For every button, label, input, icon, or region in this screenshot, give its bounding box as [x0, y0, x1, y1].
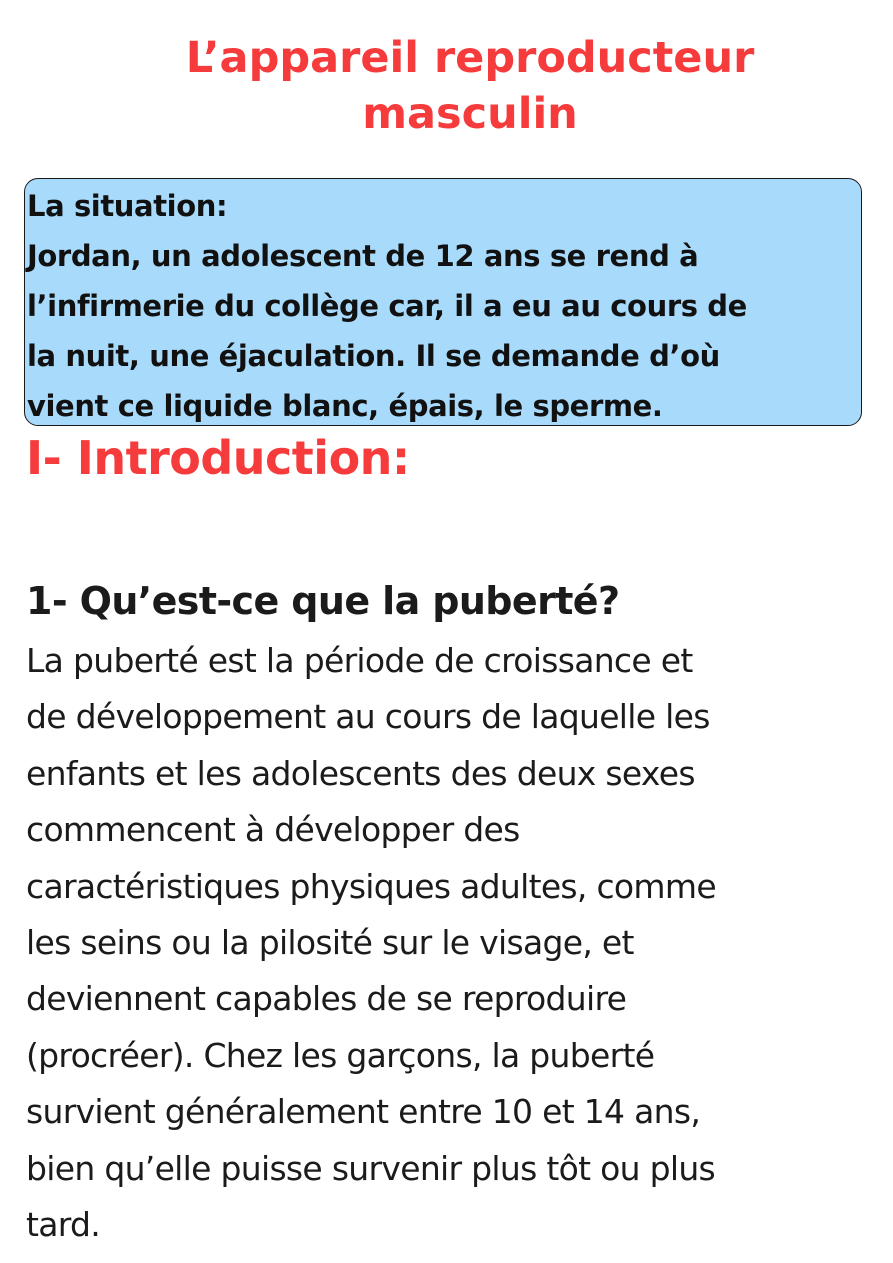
paragraph-line: les seins ou la pilosité sur le visage, et — [26, 923, 634, 963]
paragraph-line: deviennent capables de se reproduire — [26, 979, 627, 1019]
paragraph-line: bien qu’elle puisse survenir plus tôt ou plus — [26, 1148, 716, 1188]
paragraph-line: La puberté est la période de croissance et — [26, 641, 693, 680]
situation-text-line: vient ce liquide blanc, épais, le sperme. — [27, 389, 663, 423]
paragraph-line: caractéristiques physiques adultes, comme — [26, 866, 716, 906]
situation-text-line: l’infirmerie du collège car, il a eu au cours de — [27, 289, 747, 323]
section-heading-introduction: I- Introduction: — [26, 431, 410, 485]
situation-label: La situation: — [27, 189, 228, 223]
paragraph-line: de développement au cours de laquelle les — [26, 697, 710, 737]
paragraph-line: (procréer). Chez les garçons, la puberté — [26, 1035, 655, 1075]
situation-text-line: Jordan, un adolescent de 12 ans se rend à — [27, 239, 699, 273]
paragraph-line: tard. — [26, 1205, 101, 1245]
puberty-definition-paragraph — [26, 633, 886, 1253]
paragraph-line: commencent à développer des — [26, 810, 520, 850]
situation-text-line: la nuit, une éjaculation. Il se demande d’où — [27, 339, 720, 373]
paragraph-line: survient généralement entre 10 et 14 ans, — [26, 1092, 701, 1132]
page-title-line-1: L’appareil reproducteur — [185, 33, 755, 83]
page-title — [0, 30, 893, 142]
page-title-line-2: masculin — [362, 89, 578, 139]
subheading-puberty-question: 1- Qu’est-ce que la puberté? — [26, 579, 620, 623]
situation-box — [24, 178, 862, 426]
paragraph-line: enfants et les adolescents des deux sexes — [26, 753, 695, 793]
